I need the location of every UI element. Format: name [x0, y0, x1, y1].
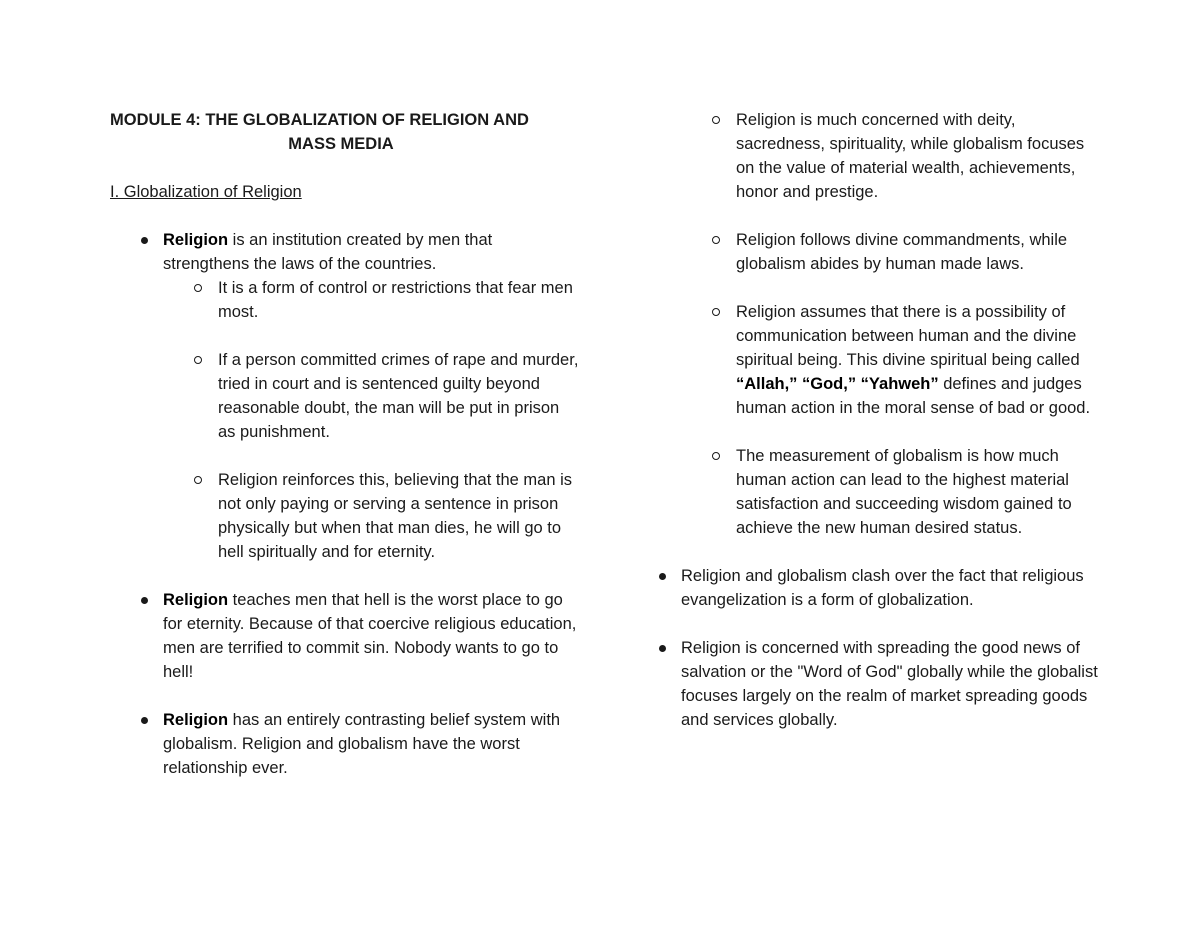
circle-bullet-icon — [712, 452, 720, 460]
sub-list-item — [110, 348, 580, 444]
circle-bullet-icon — [194, 284, 202, 292]
bold-term: Religion — [163, 591, 229, 609]
sub-list-item — [628, 300, 1098, 420]
sub-text: Religion is much concerned with deity, sacredness, spirituality, while globalism focuses on the value of material wealth, achievements, honor and prestige. — [736, 111, 1085, 201]
circle-bullet-icon — [712, 236, 720, 244]
sub-list-item — [628, 444, 1098, 540]
list-item — [628, 564, 1098, 612]
bullet-icon — [659, 573, 666, 580]
title-line-2: MASS MEDIA — [288, 135, 394, 153]
sub-list-item — [628, 108, 1098, 204]
bullet-text: has an entirely contrasting belief system with globalism. Religion and globalism have the worst relationship ever. — [163, 711, 561, 777]
sub-text: If a person committed crimes of rape and murder, tried in court and is sentenced guilty beyond reasonable doubt, the man will be put in prison as punishment. — [218, 351, 579, 441]
bold-divine-names: “Allah,” “God,” “Yahweh” — [736, 375, 939, 393]
list-item — [110, 588, 580, 684]
section-heading: I. Globalization of Religion — [110, 183, 302, 201]
right-column — [628, 108, 1098, 732]
sub-list-item — [110, 468, 580, 564]
title-line-1: MODULE 4: THE GLOBALIZATION OF RELIGION AND — [110, 111, 529, 129]
bold-term: Religion — [163, 231, 229, 249]
sub-text: Religion reinforces this, believing that the man is not only paying or serving a sentence in prison physically but when that man dies, he will go to hell spiritually and for eternity. — [218, 471, 573, 561]
bullet-icon — [141, 237, 148, 244]
circle-bullet-icon — [194, 476, 202, 484]
bold-term: Religion — [163, 711, 229, 729]
sub-list-item — [110, 276, 580, 324]
sub-text: It is a form of control or restrictions that fear men most. — [218, 279, 573, 321]
bullet-icon — [141, 597, 148, 604]
bullet-text: teaches men that hell is the worst place to go for eternity. Because of that coercive religious education, men are terrified to commit sin. Nobody wants to go to hell! — [163, 591, 577, 681]
sub-text: Religion follows divine commandments, while globalism abides by human made laws. — [736, 231, 1068, 273]
left-column — [110, 108, 580, 780]
list-item — [628, 636, 1098, 732]
bullet-text: Religion is concerned with spreading the good news of salvation or the "Word of God" globally while the globalist focuses largely on the realm of market spreading goods and services globally. — [681, 639, 1098, 729]
bullet-list-right — [628, 108, 1098, 732]
list-item — [110, 708, 580, 780]
bullet-icon — [659, 645, 666, 652]
sub-text-after: defines and judges human action in the moral sense of bad or good. — [736, 375, 1091, 417]
circle-bullet-icon — [712, 308, 720, 316]
bullet-list-left — [110, 228, 580, 780]
bullet-text: is an institution created by men that strengthens the laws of the countries. — [163, 231, 493, 273]
bullet-icon — [141, 717, 148, 724]
circle-bullet-icon — [194, 356, 202, 364]
list-item — [110, 228, 580, 276]
sub-text: The measurement of globalism is how much human action can lead to the highest material satisfaction and succeeding wisdom gained to achieve the new human desired status. — [736, 447, 1072, 537]
bullet-text: Religion and globalism clash over the fact that religious evangelization is a form of globalization. — [681, 567, 1084, 609]
sub-list-item — [628, 228, 1098, 276]
circle-bullet-icon — [712, 116, 720, 124]
page-title — [110, 108, 580, 156]
sub-text-before: Religion assumes that there is a possibility of communication between human and the divine spiritual being. This divine spiritual being called — [736, 303, 1080, 369]
